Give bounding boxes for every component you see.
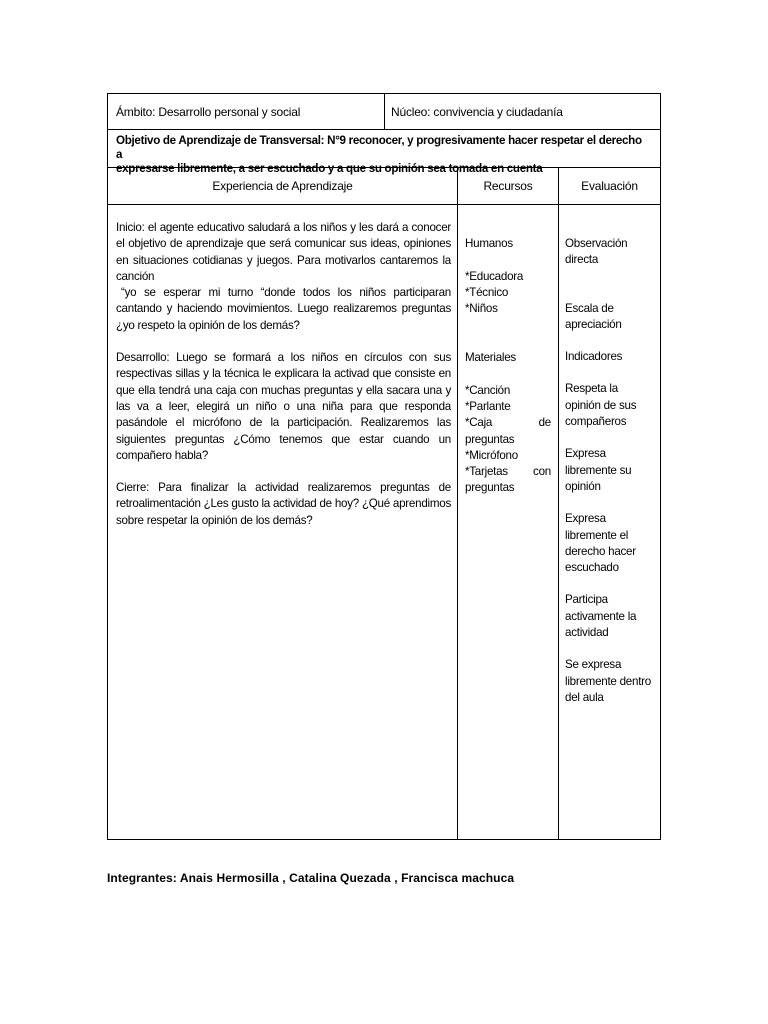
humanos-title: Humanos	[465, 237, 513, 250]
nucleo-cell	[385, 94, 660, 129]
planning-table	[107, 93, 661, 840]
recurso-word: de	[538, 416, 551, 430]
eval-item: Se expresa libremente dentro del aula	[565, 658, 651, 704]
inicio-paragraph	[116, 220, 451, 285]
eval-item: Expresa libremente el derecho hacer escuchado	[565, 512, 636, 575]
integrantes-footer: Integrantes: Anais Hermosilla , Catalina Quezada , Francisca machuca	[107, 871, 515, 885]
recurso-item: preguntas	[465, 481, 515, 495]
experiencia-column	[116, 220, 451, 545]
table-body	[108, 205, 660, 839]
recurso-word: con	[533, 465, 551, 479]
cierre-paragraph: Cierre: Para finalizar la actividad realizaremos preguntas de retroalimentación ¿Les gusto la actividad de hoy? ¿Qué aprendimos sobre respetar la opinión de los demás?	[116, 481, 451, 527]
recurso-item: *Niños	[465, 302, 498, 316]
recursos-header-cell	[458, 168, 558, 204]
divider	[457, 205, 458, 839]
recurso-item: *Técnico	[465, 285, 509, 299]
recurso-word: *Caja	[465, 416, 493, 430]
recurso-item: *Educadora	[465, 269, 524, 283]
recurso-word: *Tarjetas	[465, 465, 508, 479]
recursos-column	[465, 236, 551, 497]
evaluacion-column	[565, 236, 655, 706]
recurso-item: *Parlante	[465, 399, 511, 413]
column-header-row	[108, 168, 660, 205]
spacer	[465, 252, 551, 268]
nucleo-label: Núcleo: convivencia y ciudadanía	[391, 105, 563, 119]
objetivo-line-2: expresarse libremente, a ser escuchado y a que su opinión sea tomada en cuenta	[116, 162, 543, 175]
recurso-item: *Canción	[465, 383, 511, 397]
spacer	[465, 317, 551, 350]
spacer	[465, 366, 551, 382]
eval-item: Respeta la opinión de sus compañeros	[565, 382, 637, 429]
experiencia-header: Experiencia de Aprendizaje	[212, 179, 353, 193]
header-row-ambito	[108, 94, 660, 130]
inicio-cont-text: “yo se esperar mi turno “donde todos los niños participaran cantando y haciendo movimientos. Luego realizaremos preguntas ¿yo respeto la opinión de los demás?	[116, 286, 451, 332]
objetivo-line-1: Objetivo de Aprendizaje de Transversal: N°9 reconocer, y progresivamente hacer respetar el derecho a	[116, 134, 642, 161]
eval-item: Participa activamente la actividad	[565, 593, 637, 640]
recurso-item-tarjetas	[465, 464, 551, 480]
inicio-continuation	[116, 285, 451, 334]
experiencia-header-cell	[108, 168, 457, 204]
recursos-header: Recursos	[483, 179, 533, 193]
divider	[558, 205, 559, 839]
desarrollo-paragraph: Desarrollo: Luego se formará a los niños en círculos con sus respectivas sillas y la técnica le explicara la activad que consiste en que ella tendrá una caja con muchas preguntas y ella sacara una y las va a leer, elegirá un niño o una niña para que responda pasándole el micrófono de la participación. Realizaremos las siguientes preguntas ¿Cómo tenemos que estar cuando un compañero habla?	[116, 351, 451, 462]
recurso-item: preguntas	[465, 432, 515, 446]
objetivo-row	[108, 130, 660, 175]
eval-item: Indicadores	[565, 350, 623, 364]
recurso-item-caja	[465, 415, 551, 431]
ambito-label: Ámbito: Desarrollo personal y social	[116, 105, 301, 119]
evaluacion-header: Evaluación	[581, 179, 638, 193]
eval-item: Escala de apreciación	[565, 301, 622, 331]
eval-item: Observación directa	[565, 237, 628, 267]
recurso-item: *Micrófono	[465, 448, 518, 462]
materiales-title: Materiales	[465, 351, 516, 365]
inicio-text: Inicio: el agente educativo saludará a los niños y les dará a conocer el objetivo de aprendizaje que será comunicar sus ideas, opiniones en situaciones cotidianas y juegos. Para motivarlos cantaremos la canción	[116, 221, 451, 283]
eval-item: Expresa libremente su opinión	[565, 447, 632, 493]
evaluacion-header-cell	[559, 168, 660, 204]
ambito-cell	[108, 94, 384, 129]
